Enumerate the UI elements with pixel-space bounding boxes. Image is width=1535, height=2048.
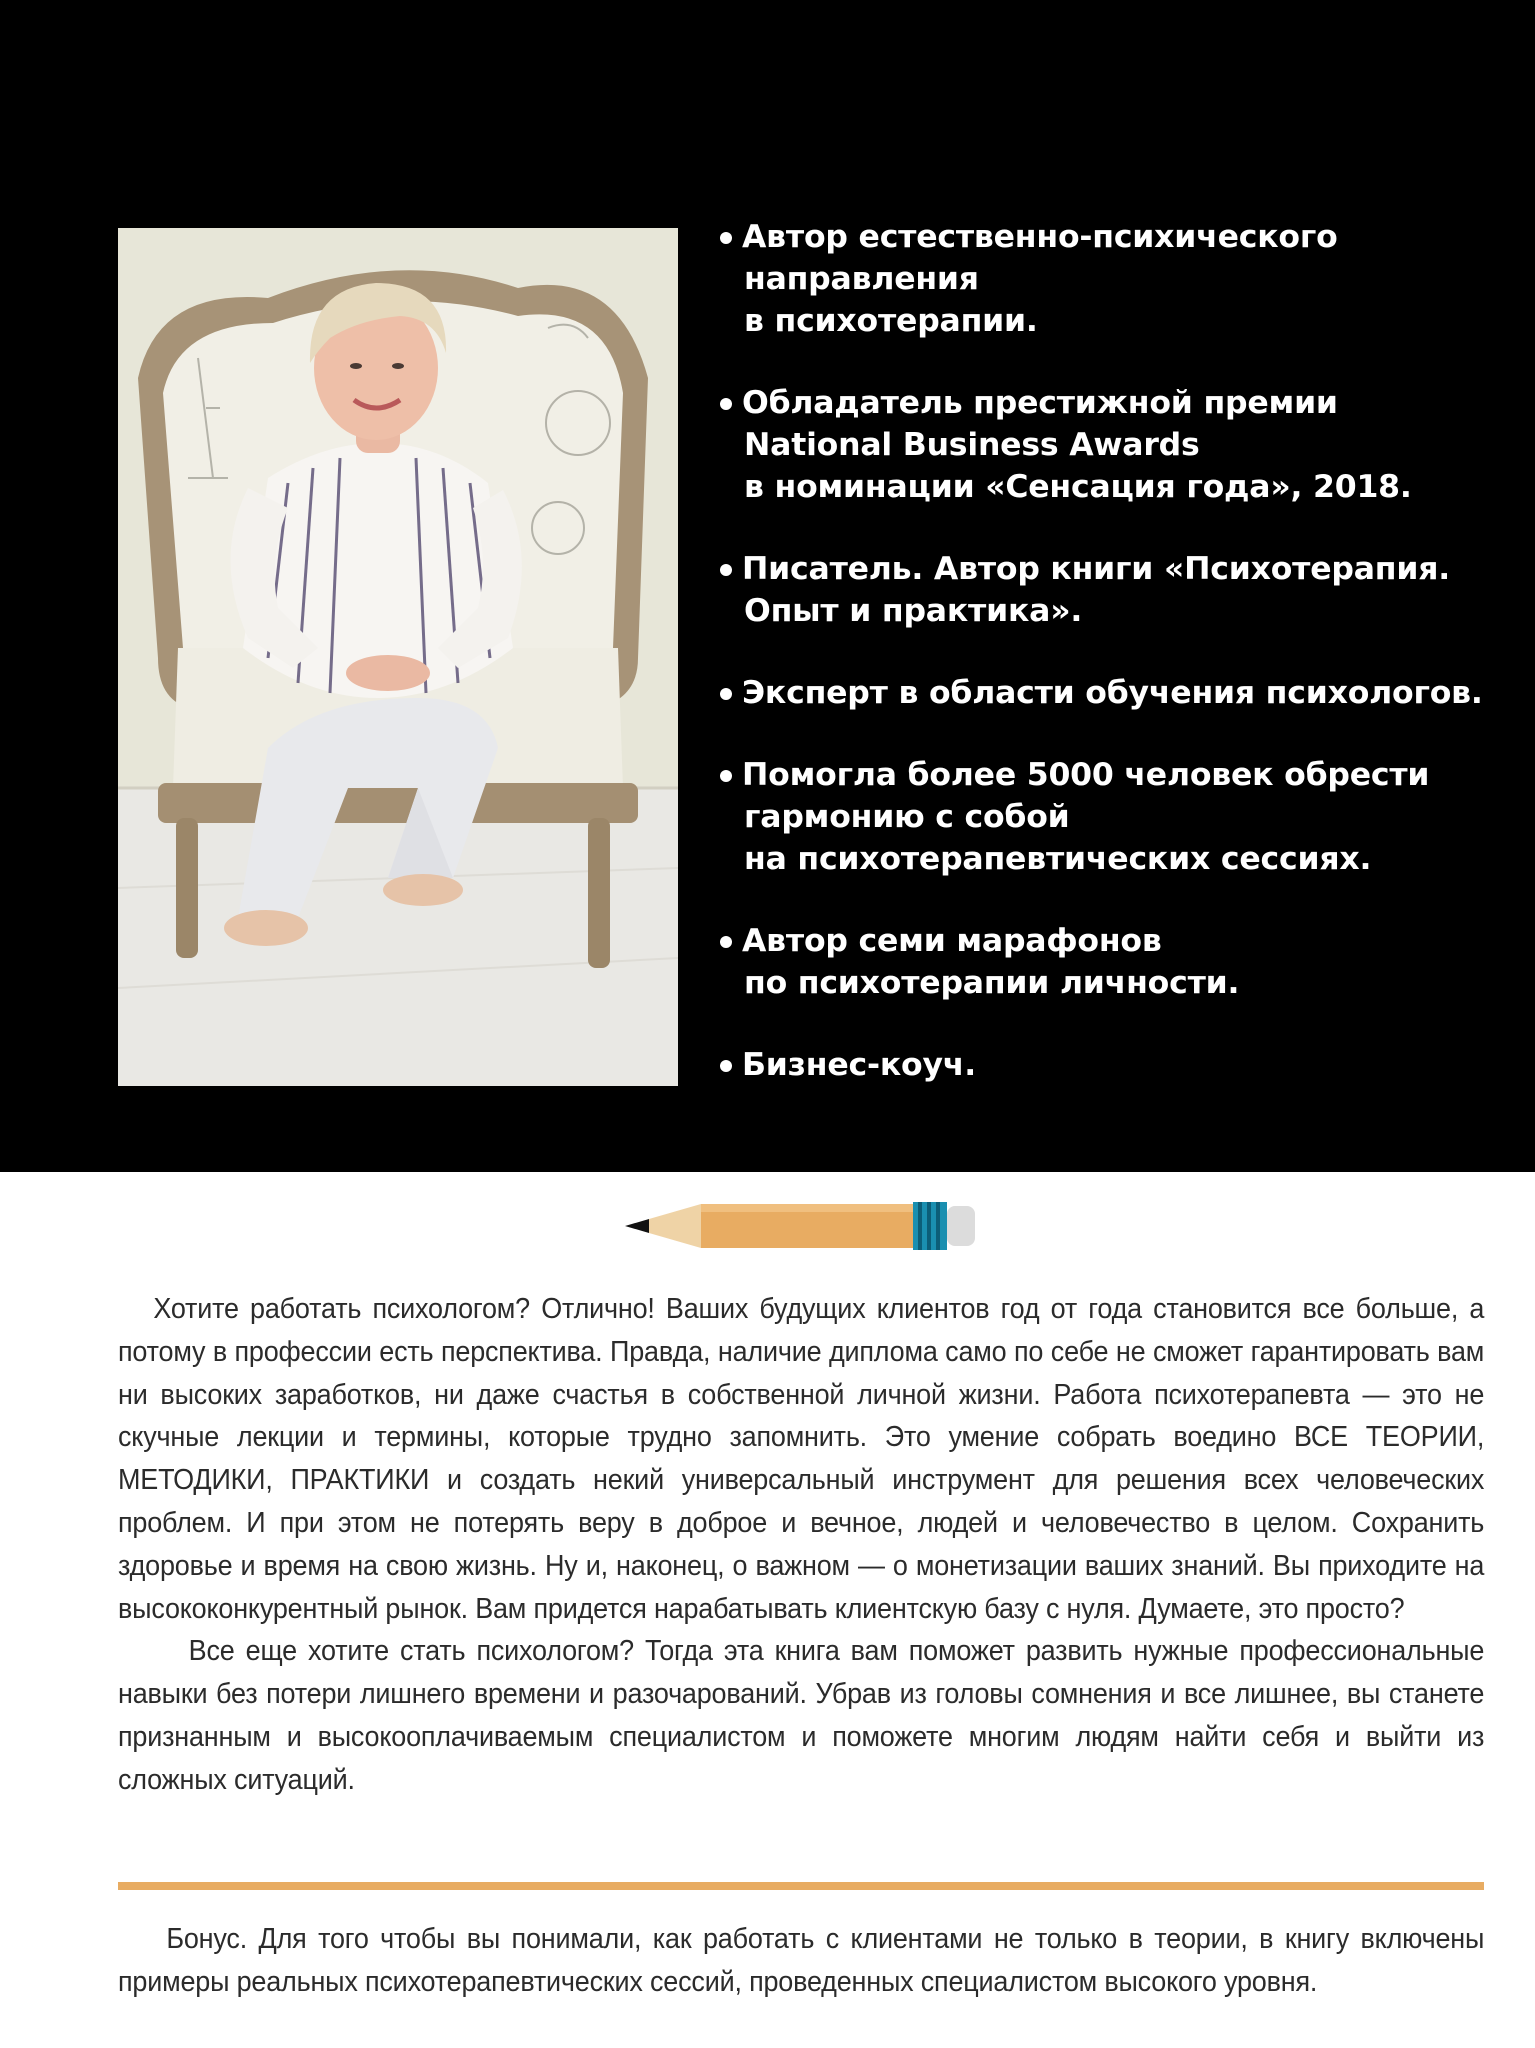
bio-item (720, 920, 1510, 1004)
pencil-icon (625, 1196, 977, 1256)
author-portrait-photo (118, 228, 678, 1086)
bio-line: National Business Awards (744, 427, 1200, 463)
bio-line: Автор семи марафонов (742, 923, 1162, 959)
bio-line: в психотерапии. (744, 303, 1038, 339)
divider-line (118, 1882, 1484, 1890)
bio-line: направления (744, 261, 979, 297)
bio-line: на психотерапевтических сессиях. (744, 841, 1372, 877)
bullet-dot-icon (720, 936, 732, 948)
bio-item (720, 672, 1510, 714)
bio-line: Обладатель престижной премии (742, 385, 1338, 421)
bio-item (720, 382, 1510, 508)
bio-line: гармонию с собой (744, 799, 1070, 835)
intro-paragraph: Все еще хотите стать психологом? Тогда эта книга вам поможет развить нужные профессиональные навыки без потери лишнего времени и разочарований. Убрав из головы сомнения и все лишнее, вы станете признанным и высокооплачиваемым специалистом и поможете многим людям найти себя и выйти из сложных ситуаций. (118, 1635, 1485, 1796)
bio-item (720, 754, 1510, 880)
bio-line: в номинации «Сенсация года», 2018. (744, 469, 1412, 505)
bio-line: по психотерапии личности. (744, 965, 1240, 1001)
bonus-paragraph: Бонус. Для того чтобы вы понимали, как работать с клиентами не только в теории, в книгу включены примеры реальных психотерапевтических сессий, проведенных специалистом высокого уровня. (118, 1923, 1485, 1998)
bullet-dot-icon (720, 688, 732, 700)
intro-paragraph: Хотите работать психологом? Отлично! Ваших будущих клиентов год от года становится все больше, а потому в профессии есть перспектива. Правда, наличие диплома само по себе не сможет гарантировать вам ни высоких заработков, ни даже счастья в собственной личной жизни. Работа психотерапевта — это не скучные лекции и термины, которые трудно запомнить. Это умение собрать воедино ВСЕ ТЕОРИИ, МЕТОДИКИ, ПРАКТИКИ и создать некий универсальный инструмент для решения всех человеческих проблем. И при этом не потерять веру в доброе и вечное, людей и человечество в целом. Сохранить здоровье и время на свою жизнь. Ну и, наконец, о важном — о монетизации ваших знаний. Вы приходите на высококонкурентный рынок. Вам придется нарабатывать клиентскую базу с нуля. Думаете, это просто? (118, 1293, 1485, 1625)
bullet-dot-icon (720, 1060, 732, 1072)
bio-line: Бизнес-коуч. (742, 1047, 977, 1083)
bullet-dot-icon (720, 232, 732, 244)
bio-bullet-list (720, 216, 1510, 1126)
bio-line: Эксперт в области обучения психологов. (742, 675, 1483, 711)
bio-line: Опыт и практика». (744, 593, 1083, 629)
bio-item (720, 216, 1510, 342)
bio-item (720, 548, 1510, 632)
bonus-text (118, 1918, 1484, 2004)
bio-line: Автор естественно-психического (742, 219, 1338, 255)
bio-line: Помогла более 5000 человек обрести (742, 757, 1430, 793)
bullet-dot-icon (720, 770, 732, 782)
intro-text (118, 1288, 1484, 1802)
bio-line: Писатель. Автор книги «Психотерапия. (742, 551, 1451, 587)
bullet-dot-icon (720, 564, 732, 576)
bio-item (720, 1044, 1510, 1086)
bullet-dot-icon (720, 398, 732, 410)
